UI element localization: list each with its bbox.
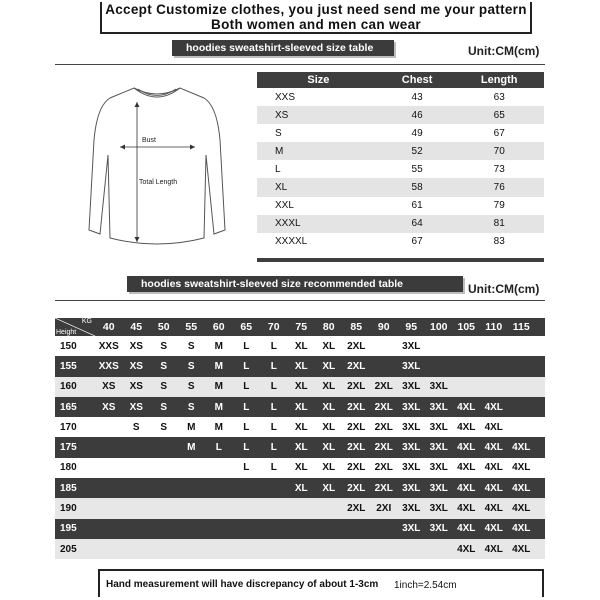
size-recommendation-cell: XL — [294, 421, 308, 433]
size-recommendation-cell: 4XL — [457, 543, 476, 555]
length-cell: 79 — [454, 197, 544, 215]
size-recommendation-cell: 2XL — [347, 340, 366, 352]
weight-header-cell: 55 — [185, 321, 198, 333]
height-cell: 180 — [60, 462, 77, 474]
header-line-1: Accept Customize clothes, you just need send me your pattern — [105, 2, 527, 17]
size-recommendation-cell: 3XL — [402, 462, 421, 474]
size-recommendation-cell: 3XL — [429, 482, 448, 494]
size-recommendation-cell: 4XL — [512, 482, 531, 494]
length-column-header: Length — [454, 72, 544, 88]
size-recommendation-cell: 4XL — [457, 503, 476, 515]
recommend-row — [55, 539, 545, 559]
size-recommendation-cell: XS — [129, 381, 143, 393]
recommend-table — [55, 318, 545, 559]
size-row — [257, 178, 544, 196]
size-row — [257, 106, 544, 124]
size-recommendation-cell: 2XL — [347, 421, 366, 433]
corner-cell — [55, 318, 95, 336]
size-recommendation-cell: 4XL — [484, 462, 503, 474]
size-cell: M — [257, 142, 380, 160]
chest-cell: 64 — [380, 215, 455, 233]
weight-header-cell: 90 — [377, 321, 390, 333]
size-recommendation-cell: XL — [294, 340, 308, 352]
size-recommendation-cell: 2XL — [374, 482, 393, 494]
length-cell: 81 — [454, 215, 544, 233]
size-recommendation-cell: 4XL — [484, 442, 503, 454]
size-recommendation-cell: L — [243, 340, 250, 352]
length-cell: 63 — [454, 88, 544, 106]
size-recommendation-cell: 4XL — [512, 503, 531, 515]
size-recommendation-cell: 4XL — [457, 442, 476, 454]
recommend-table-unit: Unit:CM(cm) — [468, 282, 540, 296]
size-recommendation-cell: XL — [322, 462, 336, 474]
chest-cell: 58 — [380, 178, 455, 196]
weight-header-cell: 65 — [240, 321, 253, 333]
size-table — [257, 72, 544, 251]
size-recommendation-cell: XS — [129, 360, 143, 372]
weight-header-cell: 110 — [485, 321, 503, 333]
recommend-row — [55, 377, 545, 397]
size-recommendation-cell: XXS — [98, 340, 119, 352]
length-cell: 83 — [454, 233, 544, 251]
chest-column-header: Chest — [380, 72, 455, 88]
weight-header-cell: 115 — [512, 321, 530, 333]
height-cell: 155 — [60, 360, 77, 372]
length-cell: 70 — [454, 142, 544, 160]
size-row — [257, 233, 544, 251]
size-recommendation-cell: 2XI — [376, 503, 392, 515]
size-cell: XXXXL — [257, 233, 380, 251]
size-recommendation-cell: L — [270, 442, 277, 454]
size-recommendation-cell: M — [214, 381, 223, 393]
length-cell: 73 — [454, 160, 544, 178]
size-recommendation-cell: M — [214, 421, 223, 433]
size-recommendation-cell: 4XL — [457, 401, 476, 413]
height-cell: 175 — [60, 442, 77, 454]
size-recommendation-cell: M — [214, 401, 223, 413]
size-recommendation-cell: 2XL — [347, 482, 366, 494]
size-recommendation-cell: XL — [322, 421, 336, 433]
size-recommendation-cell: XL — [322, 340, 336, 352]
size-recommendation-cell: 4XL — [484, 543, 503, 555]
sweatshirt-diagram — [82, 80, 232, 250]
size-cell: XS — [257, 106, 380, 124]
size-cell: XXS — [257, 88, 380, 106]
header-banner — [100, 2, 532, 34]
weight-header-cell: 40 — [102, 321, 115, 333]
size-recommendation-cell: 2XL — [347, 360, 366, 372]
chest-cell: 61 — [380, 197, 455, 215]
size-recommendation-cell: L — [243, 401, 250, 413]
size-recommendation-cell: M — [187, 421, 196, 433]
size-recommendation-cell: XL — [294, 401, 308, 413]
size-recommendation-cell: 3XL — [429, 381, 448, 393]
size-cell: XXXL — [257, 215, 380, 233]
recommend-row — [55, 478, 545, 498]
size-recommendation-cell: XL — [322, 401, 336, 413]
size-recommendation-cell: XL — [294, 381, 308, 393]
header-line-2: Both women and men can wear — [211, 17, 421, 32]
size-recommendation-cell: 2XL — [374, 401, 393, 413]
size-row — [257, 142, 544, 160]
divider-top — [55, 64, 545, 65]
size-recommendation-cell: 4XL — [512, 462, 531, 474]
size-recommendation-cell: 4XL — [484, 421, 503, 433]
size-recommendation-cell: XXS — [98, 360, 119, 372]
size-recommendation-cell: 2XL — [347, 401, 366, 413]
size-recommendation-cell: L — [215, 442, 222, 454]
size-recommendation-cell: L — [243, 462, 250, 474]
size-recommendation-cell: XL — [294, 442, 308, 454]
height-label: Height — [56, 329, 77, 336]
recommend-row — [55, 437, 545, 457]
size-recommendation-cell: XL — [294, 482, 308, 494]
height-cell: 195 — [60, 523, 77, 535]
size-recommendation-cell: XS — [129, 401, 143, 413]
size-recommendation-cell: XS — [102, 381, 116, 393]
size-recommendation-cell: 2XL — [374, 442, 393, 454]
size-recommendation-cell: M — [214, 360, 223, 372]
size-recommendation-cell: S — [160, 340, 168, 352]
chest-cell: 52 — [380, 142, 455, 160]
size-recommendation-cell: M — [214, 340, 223, 352]
size-recommendation-cell: 3XL — [402, 503, 421, 515]
size-recommendation-cell: S — [160, 401, 168, 413]
inch-conversion: 1inch=2.54cm — [394, 580, 457, 591]
height-cell: 190 — [60, 503, 77, 515]
size-recommendation-cell: S — [160, 381, 168, 393]
weight-header-cell: 45 — [130, 321, 143, 333]
size-recommendation-cell: 3XL — [402, 523, 421, 535]
recommend-row — [55, 397, 545, 417]
size-recommendation-cell: L — [270, 421, 277, 433]
size-recommendation-cell: 4XL — [484, 482, 503, 494]
weight-header-cell: 75 — [295, 321, 308, 333]
size-recommendation-cell: L — [243, 360, 250, 372]
weight-header-cell: 85 — [350, 321, 363, 333]
size-recommendation-cell: 2XL — [374, 421, 393, 433]
size-recommendation-cell: L — [270, 401, 277, 413]
length-cell: 67 — [454, 124, 544, 142]
size-recommendation-cell: 4XL — [512, 523, 531, 535]
bust-label: Bust — [142, 137, 157, 144]
size-recommendation-cell: XL — [322, 442, 336, 454]
size-cell: L — [257, 160, 380, 178]
size-recommendation-cell: XS — [102, 401, 116, 413]
size-column-header: Size — [257, 72, 380, 88]
size-recommendation-cell: L — [270, 360, 277, 372]
height-cell: 160 — [60, 381, 77, 393]
height-cell: 165 — [60, 401, 77, 413]
chest-cell: 43 — [380, 88, 455, 106]
size-row — [257, 88, 544, 106]
size-recommendation-cell: S — [187, 340, 195, 352]
size-recommendation-cell: XL — [322, 482, 336, 494]
size-recommendation-cell: S — [187, 401, 195, 413]
size-recommendation-cell: L — [243, 381, 250, 393]
size-recommendation-cell: XL — [322, 360, 336, 372]
size-recommendation-cell: 3XL — [429, 523, 448, 535]
size-recommendation-cell: 4XL — [457, 523, 476, 535]
recommend-row — [55, 417, 545, 437]
size-recommendation-cell: 3XL — [402, 421, 421, 433]
size-table-header — [257, 72, 544, 88]
size-row — [257, 124, 544, 142]
size-recommendation-cell: 3XL — [402, 360, 421, 372]
size-table-bottom-bar — [257, 258, 544, 262]
height-cell: 205 — [60, 543, 77, 555]
size-recommendation-cell: 4XL — [484, 523, 503, 535]
weight-header-cell: 60 — [212, 321, 225, 333]
size-recommendation-cell: 3XL — [429, 462, 448, 474]
chest-cell: 67 — [380, 233, 455, 251]
size-recommendation-cell: 3XL — [402, 401, 421, 413]
size-recommendation-cell: 3XL — [429, 503, 448, 515]
size-recommendation-cell: 4XL — [512, 543, 531, 555]
length-cell: 76 — [454, 178, 544, 196]
chest-cell: 49 — [380, 124, 455, 142]
size-recommendation-cell: L — [270, 340, 277, 352]
size-recommendation-cell: L — [270, 462, 277, 474]
weight-header-cell: 70 — [267, 321, 280, 333]
size-recommendation-cell: S — [160, 360, 168, 372]
recommend-table-header — [55, 318, 545, 336]
size-recommendation-cell: 2XL — [374, 462, 393, 474]
size-row — [257, 215, 544, 233]
size-recommendation-cell: 3XL — [429, 421, 448, 433]
size-recommendation-cell: 4XL — [512, 442, 531, 454]
size-recommendation-cell: S — [187, 360, 195, 372]
size-recommendation-cell: XL — [294, 462, 308, 474]
recommend-row — [55, 356, 545, 376]
size-recommendation-cell: S — [187, 381, 195, 393]
height-cell: 170 — [60, 421, 77, 433]
size-recommendation-cell: 4XL — [457, 462, 476, 474]
size-recommendation-cell: XL — [294, 360, 308, 372]
length-cell: 65 — [454, 106, 544, 124]
size-recommendation-cell: 3XL — [429, 442, 448, 454]
kg-label: KG — [81, 318, 92, 325]
size-row — [257, 197, 544, 215]
size-cell: XXL — [257, 197, 380, 215]
size-recommendation-cell: 3XL — [429, 401, 448, 413]
size-recommendation-cell: S — [160, 421, 168, 433]
size-recommendation-cell: 2XL — [347, 442, 366, 454]
weight-header-cell: 105 — [457, 321, 476, 333]
size-recommendation-cell: 3XL — [402, 340, 421, 352]
weight-header-cell: 80 — [322, 321, 335, 333]
length-label: Total Length — [139, 179, 178, 186]
size-recommendation-cell: 3XL — [402, 482, 421, 494]
size-recommendation-cell: L — [243, 442, 250, 454]
chest-cell: 46 — [380, 106, 455, 124]
size-recommendation-cell: 3XL — [402, 442, 421, 454]
size-row — [257, 160, 544, 178]
size-recommendation-cell: 2XL — [347, 503, 366, 515]
weight-header-cell: 95 — [405, 321, 418, 333]
size-recommendation-cell: 4XL — [457, 421, 476, 433]
size-cell: S — [257, 124, 380, 142]
size-recommendation-cell: L — [243, 421, 250, 433]
size-recommendation-cell: 4XL — [484, 401, 503, 413]
footer-note-box — [98, 569, 544, 597]
size-cell: XL — [257, 178, 380, 196]
height-cell: 185 — [60, 482, 77, 494]
size-recommendation-cell: XL — [322, 381, 336, 393]
size-recommendation-cell: 2XL — [347, 381, 366, 393]
measurement-note: Hand measurement will have discrepancy of about 1-3cm — [106, 579, 379, 590]
recommend-table-title: hoodies sweatshirt-sleeved size recommended table — [127, 276, 463, 292]
recommend-row — [55, 336, 545, 356]
size-recommendation-cell: S — [132, 421, 140, 433]
size-recommendation-cell: 2XL — [374, 381, 393, 393]
recommend-row — [55, 458, 545, 478]
size-recommendation-cell: XS — [129, 340, 143, 352]
weight-header-cell: 50 — [157, 321, 170, 333]
size-table-title: hoodies sweatshirt-sleeved size table — [172, 40, 394, 56]
weight-header-cell: 100 — [429, 321, 448, 333]
recommend-row — [55, 498, 545, 518]
size-table-unit: Unit:CM(cm) — [468, 44, 540, 58]
size-recommendation-cell: 3XL — [402, 381, 421, 393]
size-recommendation-cell: L — [270, 381, 277, 393]
chest-cell: 55 — [380, 160, 455, 178]
divider-middle — [55, 300, 545, 301]
size-recommendation-cell: 4XL — [457, 482, 476, 494]
size-recommendation-cell: 2XL — [347, 462, 366, 474]
size-recommendation-cell: 4XL — [484, 503, 503, 515]
height-cell: 150 — [60, 340, 77, 352]
recommend-row — [55, 519, 545, 539]
size-recommendation-cell: M — [187, 442, 196, 454]
